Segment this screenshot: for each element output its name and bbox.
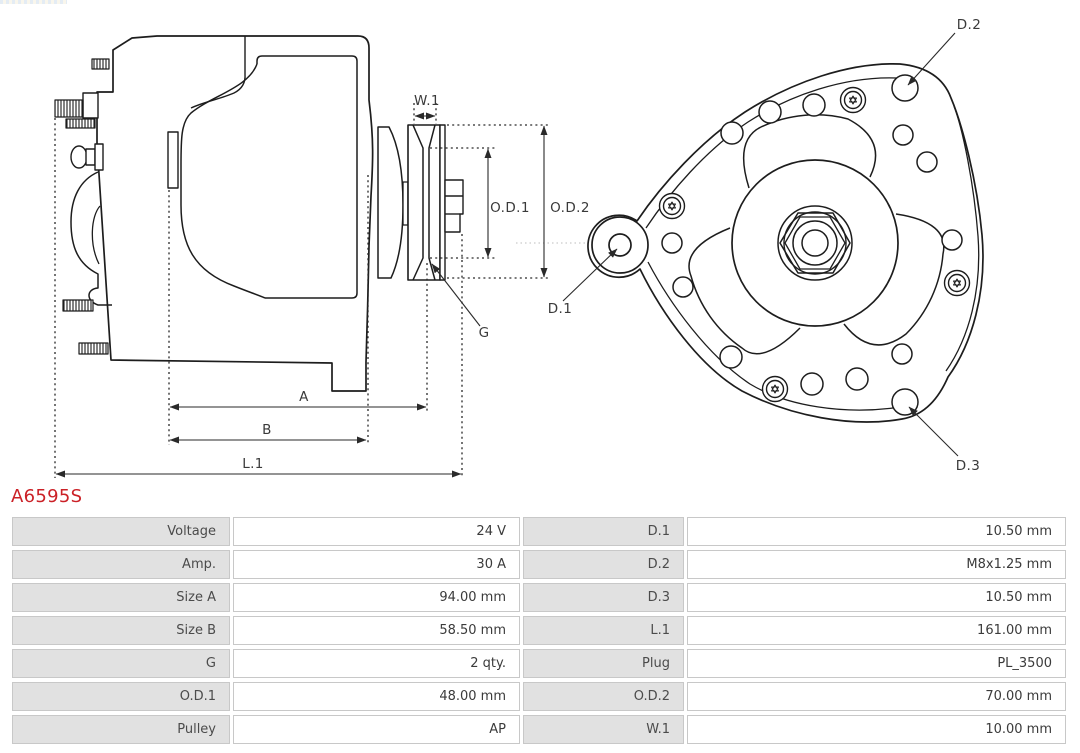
hole-d3 [892, 389, 918, 415]
table-row [12, 649, 1066, 678]
spec-label-cell: Size B [12, 616, 230, 645]
table-row [12, 550, 1066, 579]
threaded-stud-lower [63, 300, 93, 311]
spec-label-cell: O.D.1 [12, 682, 230, 711]
spec-label-cell: Size A [12, 583, 230, 612]
spec-value-cell: 161.00 mm [687, 616, 1066, 645]
spec-value-cell: AP [233, 715, 520, 744]
dim-label-d3: D.3 [955, 458, 981, 474]
spec-value-cell: 24 V [233, 517, 520, 546]
spec-label-cell: D.2 [523, 550, 684, 579]
dim-label-w1: W.1 [414, 93, 440, 109]
dim-label-b: B [262, 422, 272, 438]
threaded-stud-top [92, 59, 109, 69]
spec-value-cell: 10.50 mm [687, 583, 1066, 612]
front-view-drawing [588, 64, 983, 422]
spec-value-cell: M8x1.25 mm [687, 550, 1066, 579]
spec-label-cell: Amp. [12, 550, 230, 579]
d3-leader-line [909, 407, 958, 456]
alternator-body-outline [97, 36, 373, 391]
threaded-stud-bottom [79, 343, 108, 354]
spec-label-cell: W.1 [523, 715, 684, 744]
dim-label-d2: D.2 [956, 17, 982, 33]
table-row [12, 715, 1066, 744]
side-view-drawing [55, 36, 463, 391]
rotor-center [732, 160, 898, 326]
spec-label-cell: D.3 [523, 583, 684, 612]
part-number: A6595S [11, 486, 83, 507]
shaft-end [445, 180, 463, 232]
pulley [408, 125, 445, 280]
g-leader-line [432, 264, 480, 326]
spec-label-cell: D.1 [523, 517, 684, 546]
dim-label-a: A [299, 389, 309, 405]
dim-label-g: G [478, 325, 490, 341]
dim-label-od2: O.D.2 [550, 200, 590, 216]
spec-label-cell: Pulley [12, 715, 230, 744]
table-row [12, 583, 1066, 612]
table-row [12, 682, 1066, 711]
fan-spacer [378, 127, 403, 278]
spec-value-cell: 2 qty. [233, 649, 520, 678]
spec-label-cell: O.D.2 [523, 682, 684, 711]
table-row [12, 517, 1066, 546]
spec-value-cell: 70.00 mm [687, 682, 1066, 711]
spec-label-cell: G [12, 649, 230, 678]
dim-label-od1: O.D.1 [490, 200, 530, 216]
spec-value-cell: 48.00 mm [233, 682, 520, 711]
spec-value-cell: 10.50 mm [687, 517, 1066, 546]
threaded-stud-mid [66, 119, 95, 128]
spec-label-cell: Plug [523, 649, 684, 678]
spec-table [12, 517, 1066, 744]
lug-hole-d1 [609, 234, 631, 256]
spec-value-cell: 58.50 mm [233, 616, 520, 645]
spec-value-cell: PL_3500 [687, 649, 1066, 678]
stud-mount-plate [83, 93, 98, 118]
spec-label-cell: L.1 [523, 616, 684, 645]
dim-label-l1: L.1 [242, 456, 264, 472]
bracket-boss-inner-curve [92, 206, 100, 264]
spec-value-cell: 94.00 mm [233, 583, 520, 612]
terminal-block [168, 132, 178, 188]
dim-label-d1: D.1 [547, 301, 573, 317]
spec-value-cell: 30 A [233, 550, 520, 579]
bolt-seat [95, 144, 103, 170]
bolt-neck [86, 149, 95, 165]
table-row [12, 616, 1066, 645]
spec-label-cell: Voltage [12, 517, 230, 546]
threaded-stud-main [55, 100, 83, 117]
bolt-head-knob [71, 146, 87, 168]
spec-value-cell: 10.00 mm [687, 715, 1066, 744]
